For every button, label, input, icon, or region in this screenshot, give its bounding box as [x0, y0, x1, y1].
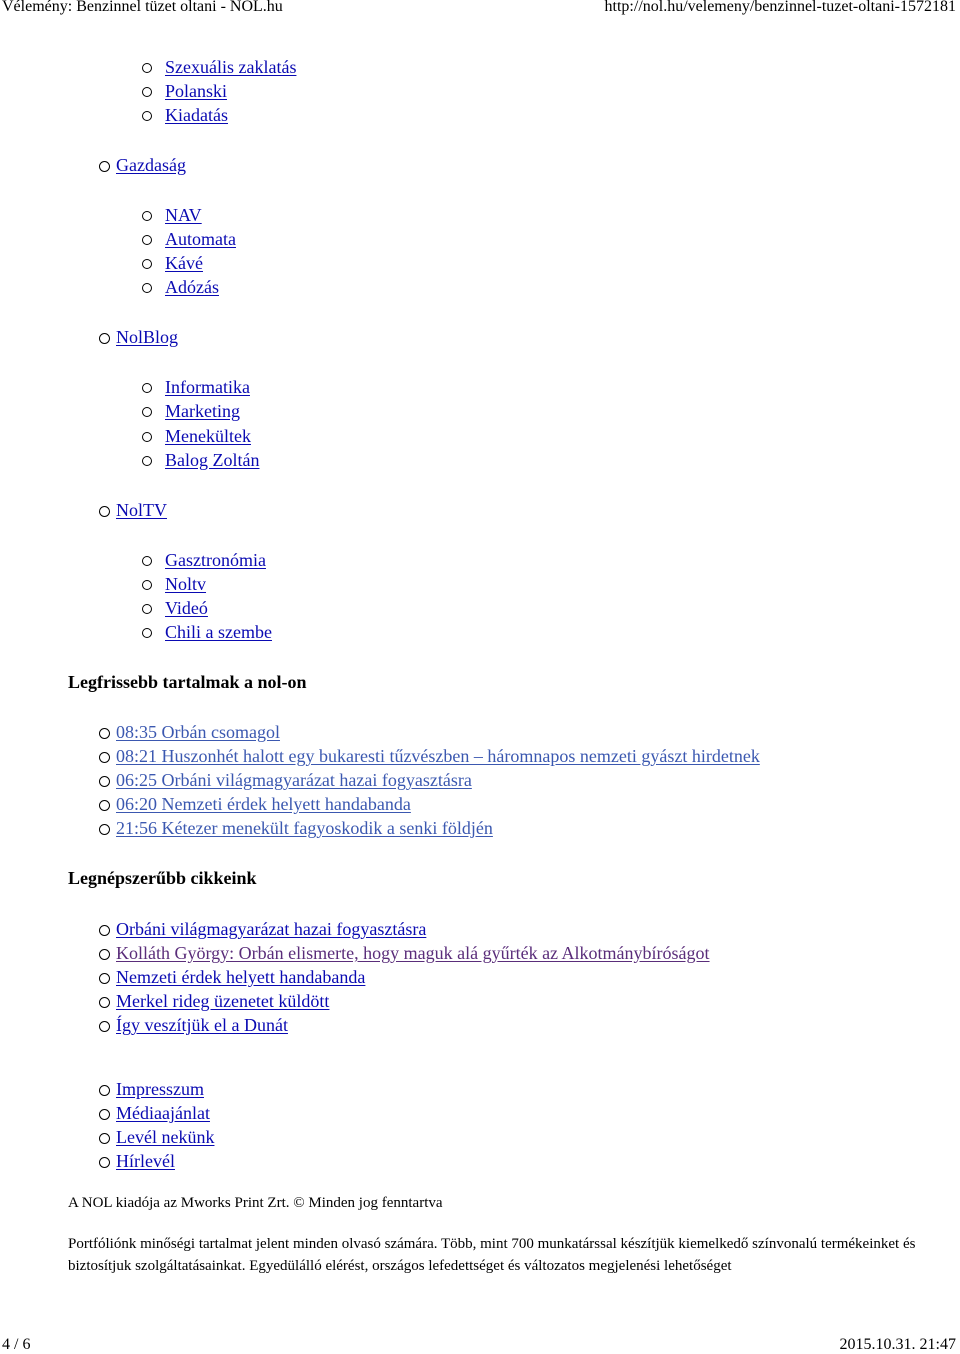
- nav-sublink[interactable]: Automata: [165, 229, 236, 249]
- disc-bullet-icon: [99, 1157, 110, 1168]
- disc-bullet-icon: [99, 1133, 110, 1144]
- nav-section-nolblog: [116, 326, 178, 348]
- list-item: [116, 769, 472, 791]
- list-item: [165, 425, 251, 447]
- disc-bullet-icon: [99, 925, 110, 936]
- disc-bullet-icon: [99, 997, 110, 1008]
- popular-heading: Legnépszerűbb cikkeink: [68, 868, 257, 888]
- list-item: [165, 449, 259, 471]
- list-item: [165, 621, 272, 643]
- circle-bullet-icon: [142, 580, 152, 590]
- list-item: [165, 597, 208, 619]
- circle-bullet-icon: [142, 283, 152, 293]
- nav-section-noltv: [116, 499, 167, 521]
- circle-bullet-icon: [142, 235, 152, 245]
- list-item: [116, 1102, 210, 1124]
- circle-bullet-icon: [142, 211, 152, 221]
- disc-bullet-icon: [99, 800, 110, 811]
- circle-bullet-icon: [142, 259, 152, 269]
- popular-link[interactable]: Kolláth György: Orbán elismerte, hogy maguk alá gyűrték az Alkotmánybíróságot: [116, 943, 710, 963]
- popular-link[interactable]: Orbáni világmagyarázat hazai fogyasztásra: [116, 919, 427, 939]
- latest-link[interactable]: 08:21 Huszonhét halott egy bukaresti tűzvészben – háromnapos nemzeti gyászt hirdetnek: [116, 746, 760, 766]
- list-item: [165, 252, 203, 274]
- latest-link[interactable]: 06:20 Nemzeti érdek helyett handabanda: [116, 794, 411, 814]
- disc-bullet-icon: [99, 728, 110, 739]
- list-item: [165, 376, 250, 398]
- footer-link-mediaajanlat[interactable]: Médiaajánlat: [116, 1103, 210, 1123]
- popular-link[interactable]: Nemzeti érdek helyett handabanda: [116, 967, 366, 987]
- list-item: [165, 228, 236, 250]
- circle-bullet-icon: [142, 604, 152, 614]
- latest-link[interactable]: 21:56 Kétezer menekült fagyoskodik a senki földjén: [116, 818, 493, 838]
- print-datetime: 2015.10.31. 21:47: [839, 1336, 956, 1353]
- disc-bullet-icon: [99, 752, 110, 763]
- footer-link-level-nekunk[interactable]: Levél nekünk: [116, 1127, 215, 1147]
- disc-bullet-icon: [99, 973, 110, 984]
- disc-bullet-icon: [99, 776, 110, 787]
- nav-sublink[interactable]: Menekültek: [165, 426, 251, 446]
- list-item: [116, 745, 760, 767]
- circle-bullet-icon: [142, 63, 152, 73]
- disc-bullet-icon: [99, 1021, 110, 1032]
- list-item: [165, 400, 240, 422]
- nav-section-link[interactable]: NolBlog: [116, 327, 179, 347]
- footer-link-hirlevel[interactable]: Hírlevél: [116, 1151, 175, 1171]
- list-item: [116, 817, 493, 839]
- circle-bullet-icon: [142, 628, 152, 638]
- list-item: [165, 549, 266, 571]
- list-item: [116, 990, 329, 1012]
- nav-section-link[interactable]: Gazdaság: [116, 155, 186, 175]
- list-item: [165, 80, 227, 102]
- circle-bullet-icon: [142, 432, 152, 442]
- nav-sublink[interactable]: Marketing: [165, 401, 240, 421]
- nav-sublink[interactable]: Gasztronómia: [165, 550, 266, 570]
- list-item: [116, 1014, 288, 1036]
- list-item: [116, 793, 411, 815]
- nav-sublink[interactable]: Informatika: [165, 377, 250, 397]
- circle-bullet-icon: [142, 111, 152, 121]
- nav-section-link[interactable]: NolTV: [116, 500, 167, 520]
- disc-bullet-icon: [99, 949, 110, 960]
- latest-link[interactable]: 08:35 Orbán csomagol: [116, 722, 280, 742]
- list-item: [116, 1126, 214, 1148]
- list-item: [116, 918, 426, 940]
- nav-section-gazdasag: [116, 154, 186, 176]
- disc-bullet-icon: [99, 1109, 110, 1120]
- list-item: [116, 1150, 175, 1172]
- nav-sublink[interactable]: Noltv: [165, 574, 207, 594]
- disc-bullet-icon: [99, 161, 110, 172]
- circle-bullet-icon: [142, 456, 152, 466]
- portfolio-description: Portfóliónk minőségi tartalmat jelent minden olvasó számára. Több, mint 700 munkatárssal készítjük kiemelkedő színvonalú termékeinket és biztosítjuk szolgáltatásainkat. Egyedülálló elérést, országos lefedettséget és változatos megjelenési lehetőséget: [68, 1236, 916, 1274]
- nav-sublink[interactable]: NAV: [165, 205, 202, 225]
- nav-sublink[interactable]: Chili a szembe: [165, 622, 272, 642]
- nav-sublink[interactable]: Adózás: [165, 277, 219, 297]
- nav-sublink[interactable]: Videó: [165, 598, 208, 618]
- popular-link[interactable]: Merkel rideg üzenetet küldött: [116, 991, 330, 1011]
- latest-heading: Legfrissebb tartalmak a nol-on: [68, 672, 307, 692]
- latest-link[interactable]: 06:25 Orbáni világmagyarázat hazai fogyasztásra: [116, 770, 472, 790]
- list-item: [165, 204, 202, 226]
- print-header-url: http://nol.hu/velemeny/benzinnel-tuzet-oltani-1572181: [604, 0, 956, 15]
- list-item: [116, 942, 710, 964]
- circle-bullet-icon: [142, 383, 152, 393]
- list-item: [165, 104, 228, 126]
- footer-link-impresszum[interactable]: Impresszum: [116, 1079, 204, 1099]
- disc-bullet-icon: [99, 506, 110, 517]
- nav-sublink[interactable]: Szexuális zaklatás: [165, 57, 297, 77]
- nav-sublink[interactable]: Polanski: [165, 81, 228, 101]
- list-item: [116, 1078, 204, 1100]
- print-header-title: Vélemény: Benzinnel tüzet oltani - NOL.hu: [2, 0, 283, 15]
- disc-bullet-icon: [99, 824, 110, 835]
- circle-bullet-icon: [142, 407, 152, 417]
- circle-bullet-icon: [142, 87, 152, 97]
- popular-link[interactable]: Így veszítjük el a Dunát: [116, 1015, 288, 1035]
- nav-sublink[interactable]: Balog Zoltán: [165, 450, 260, 470]
- list-item: [116, 966, 365, 988]
- page-number: 4 / 6: [2, 1336, 31, 1353]
- list-item: [165, 573, 206, 595]
- disc-bullet-icon: [99, 1085, 110, 1096]
- nav-sublink[interactable]: Kiadatás: [165, 105, 228, 125]
- disc-bullet-icon: [99, 333, 110, 344]
- list-item: [116, 721, 280, 743]
- circle-bullet-icon: [142, 556, 152, 566]
- copyright-text: A NOL kiadója az Mworks Print Zrt. © Minden jog fenntartva: [68, 1195, 443, 1211]
- list-item: [165, 56, 296, 78]
- list-item: [165, 276, 219, 298]
- nav-sublink[interactable]: Kávé: [165, 253, 203, 273]
